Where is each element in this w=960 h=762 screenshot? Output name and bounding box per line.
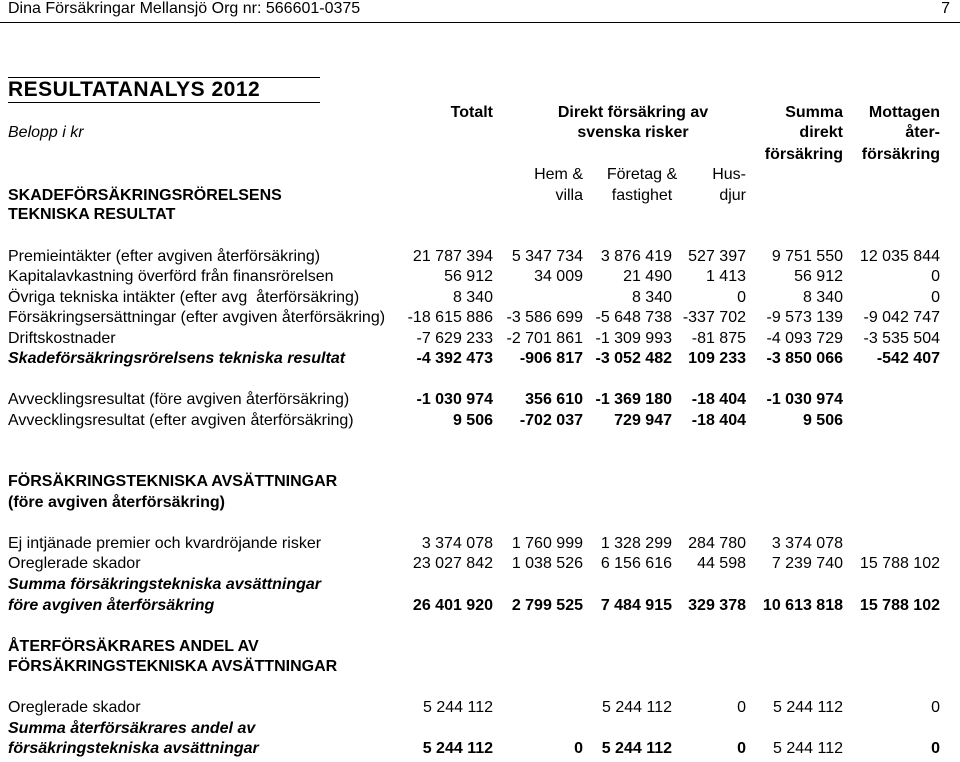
unit-label: Belopp i kr	[8, 124, 84, 141]
row-label: Driftskostnader	[8, 330, 116, 347]
table-row-run-off-net	[0, 411, 960, 431]
value-total: 26 401 920	[412, 597, 493, 614]
column-header-home-villa: Hem &	[534, 166, 583, 183]
table-row-reinsurers-total	[0, 739, 960, 759]
value-pets: 284 780	[688, 535, 746, 552]
value-business-property: 729 947	[614, 412, 672, 429]
row-label: Avvecklingsresultat (efter avgiven återförsäkring)	[8, 412, 354, 429]
page-title: RESULTATANALYS 2012	[8, 78, 261, 101]
table-row-operating-expenses	[0, 329, 960, 349]
value-pets: 0	[737, 289, 746, 306]
row-label: Premieintäkter (efter avgiven återförsäkring)	[8, 248, 321, 265]
column-header-pets-line2: djur	[719, 187, 746, 204]
row-label: Summa försäkringstekniska avsättningar	[8, 576, 322, 593]
value-pets: 109 233	[688, 350, 746, 367]
row-label: Skadeförsäkringsrörelsens tekniska resultat	[8, 350, 346, 367]
column-header-assumed-reinsurance-line2: åter-	[905, 124, 940, 141]
value-home-villa: 34 009	[534, 268, 583, 285]
column-header-direct-insurance-line2: svenska risker	[577, 124, 689, 141]
value-assumed-reinsurance: -542 407	[876, 350, 940, 367]
row-label-line2: försäkringstekniska avsättningar	[8, 740, 259, 757]
table-row-reinsurers-outstanding-claims	[0, 698, 960, 718]
value-sum-direct: -4 093 729	[766, 330, 843, 347]
value-business-property: 6 156 616	[600, 555, 672, 572]
value-sum-direct: 7 239 740	[771, 555, 843, 572]
value-pets: -81 875	[691, 330, 746, 347]
column-header-direct-insurance: Direkt försäkring av	[557, 104, 709, 121]
value-home-villa: 1 760 999	[511, 535, 583, 552]
row-label: Avvecklingsresultat (före avgiven återförsäkring)	[8, 391, 350, 408]
value-total: -18 615 886	[407, 309, 493, 326]
value-sum-direct: -3 850 066	[766, 350, 843, 367]
value-home-villa: 0	[574, 740, 583, 757]
page-number: 7	[941, 0, 950, 17]
row-label: Försäkringsersättningar (efter avgiven återförsäkring)	[8, 309, 386, 326]
column-header-assumed-reinsurance-line3: försäkring	[861, 146, 940, 163]
row-label-line2: före avgiven återförsäkring	[8, 597, 215, 614]
value-total: 56 912	[444, 268, 493, 285]
value-total: 3 374 078	[421, 535, 493, 552]
value-assumed-reinsurance: 15 788 102	[859, 597, 940, 614]
value-business-property: 21 490	[623, 268, 672, 285]
value-home-villa: 1 038 526	[511, 555, 583, 572]
row-label: Oreglerade skador	[8, 699, 141, 716]
value-business-property: 5 244 112	[601, 740, 672, 757]
row-label: Övriga tekniska intäkter (efter avg återförsäkring)	[8, 289, 360, 306]
value-pets: 0	[737, 699, 746, 716]
value-home-villa: 356 610	[525, 391, 583, 408]
value-business-property: -5 648 738	[595, 309, 672, 326]
section-heading-reinsurers-share: ÅTERFÖRSÄKRARES ANDEL AV	[8, 638, 259, 655]
value-business-property: -1 369 180	[595, 391, 672, 408]
column-header-pets: Hus-	[712, 166, 746, 183]
column-header-sum-direct-line2: direkt	[799, 124, 843, 141]
value-business-property: -3 052 482	[595, 350, 672, 367]
value-business-property: -1 309 993	[595, 330, 672, 347]
value-sum-direct: 9 751 550	[771, 248, 843, 265]
value-sum-direct: -1 030 974	[766, 391, 843, 408]
column-header-sum-direct: Summa	[785, 104, 843, 121]
value-business-property: 7 484 915	[600, 597, 672, 614]
value-assumed-reinsurance: 0	[931, 289, 940, 306]
table-row-outstanding-claims	[0, 554, 960, 574]
value-business-property: 3 876 419	[600, 248, 672, 265]
row-label: Summa återförsäkrares andel av	[8, 720, 256, 737]
column-header-business-property-line2: fastighet	[611, 187, 673, 204]
value-business-property: 5 244 112	[602, 699, 672, 716]
value-sum-direct: -9 573 139	[766, 309, 843, 326]
row-label: Ej intjänade premier och kvardröjande risker	[8, 535, 322, 552]
column-header-home-villa-line2: villa	[555, 187, 583, 204]
value-sum-direct: 10 613 818	[762, 597, 843, 614]
row-label: Kapitalavkastning överförd från finansrörelsen	[8, 268, 334, 285]
value-assumed-reinsurance: -3 535 504	[863, 330, 940, 347]
value-pets: 0	[737, 740, 746, 757]
value-assumed-reinsurance: 0	[931, 268, 940, 285]
value-assumed-reinsurance: 12 035 844	[859, 248, 940, 265]
section-heading-technical-result-line2: TEKNISKA RESULTAT	[8, 206, 176, 223]
section-heading-technical-result: SKADEFÖRSÄKRINGSRÖRELSENS	[8, 187, 282, 204]
value-total: 8 340	[452, 289, 493, 306]
value-sum-direct: 9 506	[802, 412, 843, 429]
row-label: Oreglerade skador	[8, 555, 141, 572]
company-header: Dina Försäkringar Mellansjö Org nr: 566601-0375	[8, 0, 361, 17]
table-row-run-off-gross	[0, 390, 960, 410]
value-pets: 1 413	[705, 268, 746, 285]
value-assumed-reinsurance: 15 788 102	[859, 555, 940, 572]
value-total: -7 629 233	[416, 330, 493, 347]
value-pets: -337 702	[682, 309, 746, 326]
title-bottom-rule	[8, 102, 320, 103]
value-sum-direct: 8 340	[802, 289, 843, 306]
table-row-other-technical-income	[0, 288, 960, 308]
value-total: 5 244 112	[422, 740, 493, 757]
value-pets: -18 404	[691, 412, 746, 429]
value-assumed-reinsurance: -9 042 747	[863, 309, 940, 326]
value-pets: 44 598	[697, 555, 746, 572]
value-pets: -18 404	[691, 391, 746, 408]
section-heading-technical-provisions-line2: (före avgiven återförsäkring)	[8, 494, 225, 511]
value-total: 21 787 394	[412, 248, 493, 265]
value-total: 5 244 112	[423, 699, 493, 716]
value-pets: 527 397	[688, 248, 746, 265]
table-row-provisions-total	[0, 596, 960, 616]
section-heading-reinsurers-share-line2: FÖRSÄKRINGSTEKNISKA AVSÄTTNINGAR	[8, 658, 338, 675]
value-home-villa: -702 037	[519, 412, 583, 429]
table-row-provisions-total-label	[0, 575, 960, 595]
value-assumed-reinsurance: 0	[931, 740, 940, 757]
table-row-investment-return	[0, 267, 960, 287]
table-row-claims	[0, 308, 960, 328]
value-home-villa: 5 347 734	[511, 248, 583, 265]
column-header-business-property: Företag &	[606, 166, 678, 183]
table-row-premium-income	[0, 247, 960, 267]
value-sum-direct: 5 244 112	[773, 740, 843, 757]
table-row-unearned-premiums	[0, 534, 960, 554]
value-total: -1 030 974	[416, 391, 493, 408]
value-total: -4 392 473	[416, 350, 493, 367]
value-total: 9 506	[452, 412, 493, 429]
section-heading-technical-provisions: FÖRSÄKRINGSTEKNISKA AVSÄTTNINGAR	[8, 473, 338, 490]
value-sum-direct: 56 912	[794, 268, 843, 285]
value-home-villa: -3 586 699	[506, 309, 583, 326]
value-total: 23 027 842	[412, 555, 493, 572]
header-divider	[0, 22, 960, 23]
column-header-assumed-reinsurance: Mottagen	[868, 104, 940, 121]
table-row-reinsurers-total-label	[0, 719, 960, 739]
value-pets: 329 378	[688, 597, 746, 614]
value-sum-direct: 3 374 078	[771, 535, 843, 552]
value-home-villa: -2 701 861	[506, 330, 583, 347]
value-business-property: 8 340	[631, 289, 672, 306]
table-row-technical-result-total	[0, 349, 960, 369]
column-header-total: Totalt	[450, 104, 493, 121]
value-business-property: 1 328 299	[600, 535, 672, 552]
value-sum-direct: 5 244 112	[773, 699, 843, 716]
value-home-villa: 2 799 525	[511, 597, 583, 614]
column-header-sum-direct-line3: försäkring	[764, 146, 843, 163]
value-assumed-reinsurance: 0	[931, 699, 940, 716]
value-home-villa: -906 817	[519, 350, 583, 367]
